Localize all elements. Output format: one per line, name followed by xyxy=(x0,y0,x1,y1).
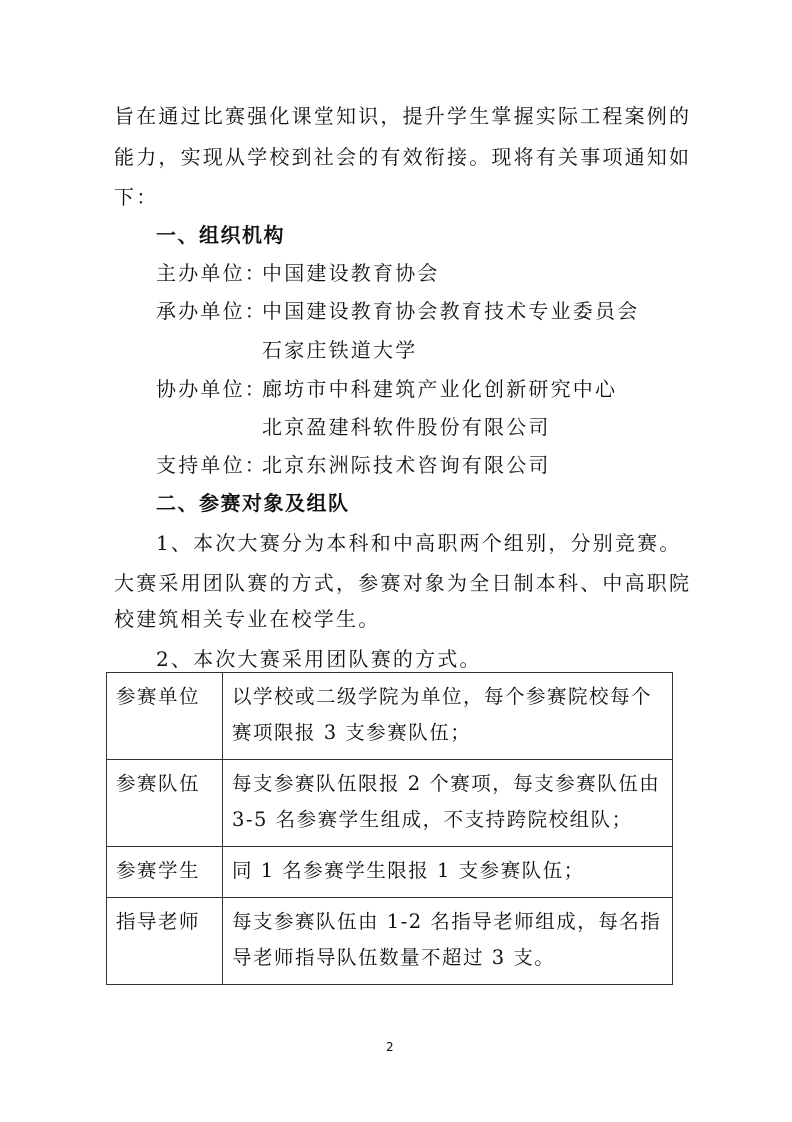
section-1-heading: 一、组织机构 xyxy=(156,223,285,247)
table-row-description xyxy=(223,847,673,898)
table-row xyxy=(107,847,673,898)
table-row xyxy=(107,898,673,985)
support-label: 支持单位： xyxy=(156,453,267,477)
description-line: 同 1 名参赛学生限报 1 支参赛队伍； xyxy=(232,859,585,882)
section-2-heading: 二、参赛对象及组队 xyxy=(156,491,350,515)
table-row-description xyxy=(223,898,673,985)
description-line: 以学校或二级学院为单位，每个参赛院校每个 xyxy=(232,685,653,708)
organizer-value-1: 中国建设教育协会教育技术专业委员会 xyxy=(262,299,640,323)
intro-paragraph-line-3: 下： xyxy=(114,185,159,209)
description-line: 导老师指导队伍数量不超过 3 支。 xyxy=(232,946,556,969)
table-row-label: 参赛学生 xyxy=(107,847,223,898)
item-2: 2、本次大赛采用团队赛的方式。 xyxy=(156,647,482,671)
table-row-label: 参赛队伍 xyxy=(107,760,223,847)
item-1-line-2: 大赛采用团队赛的方式，参赛对象为全日制本科、中高职院 xyxy=(114,571,692,595)
table-row-label: 参赛单位 xyxy=(107,673,223,760)
co-organizer-value-2: 北京盈建科软件股份有限公司 xyxy=(262,415,551,439)
description-line: 每支参赛队伍限报 2 个赛项，每支参赛队伍由 xyxy=(232,772,661,795)
co-organizer-label: 协办单位： xyxy=(156,377,267,401)
table-row-label: 指导老师 xyxy=(107,898,223,985)
co-organizer-value-1: 廊坊市中科建筑产业化创新研究中心 xyxy=(262,377,618,401)
table-row xyxy=(107,673,673,760)
table-row-description xyxy=(223,673,673,760)
organizer-value-2: 石家庄铁道大学 xyxy=(262,338,418,362)
description-line: 赛项限报 3 支参赛队伍； xyxy=(232,721,472,744)
host-value: 中国建设教育协会 xyxy=(262,261,440,285)
team-rules-table xyxy=(106,672,673,985)
table-row-description xyxy=(223,760,673,847)
intro-paragraph-line-1: 旨在通过比赛强化课堂知识，提升学生掌握实际工程案例的 xyxy=(114,104,692,128)
page-number: 2 xyxy=(386,1040,394,1054)
host-label: 主办单位： xyxy=(156,261,267,285)
support-value: 北京东洲际技术咨询有限公司 xyxy=(262,453,551,477)
organizer-label: 承办单位： xyxy=(156,299,267,323)
intro-paragraph-line-2: 能力，实现从学校到社会的有效衔接。现将有关事项通知如 xyxy=(114,145,692,169)
description-line: 每支参赛队伍由 1-2 名指导老师组成，每名指 xyxy=(232,910,662,933)
description-line: 3-5 名参赛学生组成，不支持跨院校组队； xyxy=(232,808,633,831)
item-1-line-1: 1、本次大赛分为本科和中高职两个组别，分别竞赛。 xyxy=(156,531,682,555)
table-row xyxy=(107,760,673,847)
item-1-line-3: 校建筑相关专业在校学生。 xyxy=(114,607,381,631)
